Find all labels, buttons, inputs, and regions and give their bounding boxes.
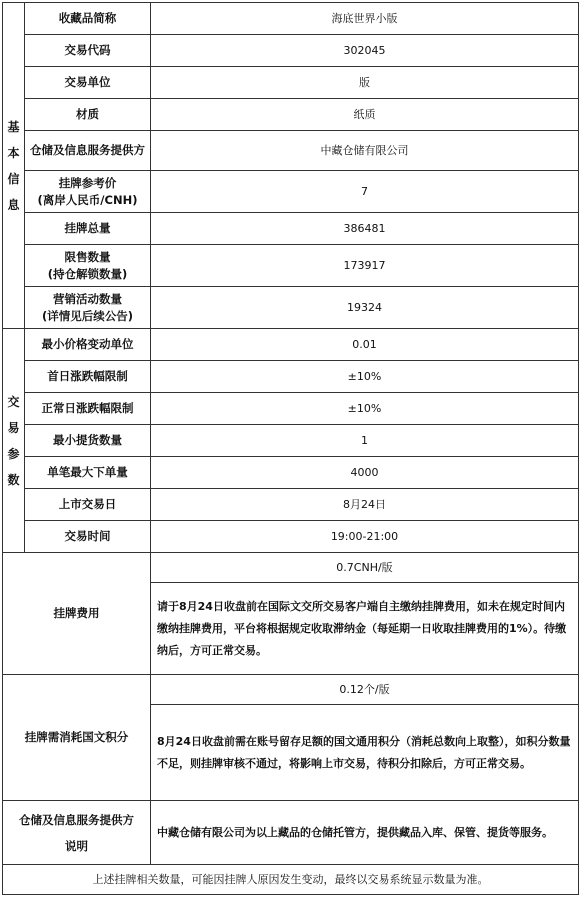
label-provider-desc (3, 801, 151, 865)
value-min-tick: 0.01 (151, 329, 579, 361)
value-short-name: 海底世界小版 (151, 3, 579, 35)
label-storage-provider: 仓储及信息服务提供方 (25, 131, 151, 171)
label-trading-hours: 交易时间 (25, 521, 151, 553)
label-listing-date: 上市交易日 (25, 489, 151, 521)
value-points: 0.12个/版 (151, 675, 579, 705)
label-min-tick: 最小价格变动单位 (25, 329, 151, 361)
section-trading-label: 交易参数 (7, 394, 20, 487)
value-trading-hours: 19:00-21:00 (151, 521, 579, 553)
value-max-order: 4000 (151, 457, 579, 489)
label-reference-price-main: 挂牌参考价 (58, 175, 117, 190)
note-listing-fee: 请于8月24日收盘前在国际文交所交易客户端自主缴纳挂牌费用，如未在规定时间内缴纳挂牌费用，平台将根据规定收取滞纳金（每延期一日收取挂牌费用的1%）。待缴纳后，方可正常交易。 (151, 583, 579, 675)
label-first-day-limit: 首日涨跌幅限制 (25, 361, 151, 393)
section-basic-info (3, 3, 25, 329)
value-provider-desc: 中藏仓储有限公司为以上藏品的仓储托管方，提供藏品入库、保管、提货等服务。 (151, 801, 579, 865)
label-provider-desc-sub: 说明 (65, 838, 88, 853)
value-reference-price: 7 (151, 171, 579, 213)
section-basic-label: 基本信息 (7, 119, 20, 212)
note-points: 8月24日收盘前需在账号留存足额的国文通用积分（消耗总数向上取整），如积分数量不足，则挂牌审核不通过，将影响上市交易，待积分扣除后，方可正常交易。 (151, 705, 579, 801)
label-normal-day-limit: 正常日涨跌幅限制 (25, 393, 151, 425)
label-reference-price-sub: (离岸人民币/CNH) (37, 192, 138, 207)
label-total-listing: 挂牌总量 (25, 213, 151, 245)
value-first-day-limit: ±10% (151, 361, 579, 393)
label-reference-price (25, 171, 151, 213)
value-trade-code: 302045 (151, 35, 579, 67)
listing-info-table (2, 2, 579, 895)
label-trade-unit: 交易单位 (25, 67, 151, 99)
value-storage-provider: 中藏仓储有限公司 (151, 131, 579, 171)
value-normal-day-limit: ±10% (151, 393, 579, 425)
label-restricted-qty-main: 限售数量 (64, 249, 111, 264)
label-marketing-qty-sub: (详情见后续公告) (41, 308, 133, 323)
label-points: 挂牌需消耗国文积分 (3, 675, 151, 801)
value-material: 纸质 (151, 99, 579, 131)
label-provider-desc-main: 仓储及信息服务提供方 (19, 812, 134, 827)
footer-note: 上述挂牌相关数量，可能因挂牌人原因发生变动，最终以交易系统显示数量为准。 (3, 865, 579, 895)
value-total-listing: 386481 (151, 213, 579, 245)
value-min-pickup: 1 (151, 425, 579, 457)
label-restricted-qty (25, 245, 151, 287)
label-restricted-qty-sub: (持仓解锁数量) (47, 266, 128, 281)
label-trade-code: 交易代码 (25, 35, 151, 67)
label-marketing-qty (25, 287, 151, 329)
label-listing-fee: 挂牌费用 (3, 553, 151, 675)
label-short-name: 收藏品简称 (25, 3, 151, 35)
label-material: 材质 (25, 99, 151, 131)
value-listing-fee: 0.7CNH/版 (151, 553, 579, 583)
value-trade-unit: 版 (151, 67, 579, 99)
value-restricted-qty: 173917 (151, 245, 579, 287)
value-marketing-qty: 19324 (151, 287, 579, 329)
label-min-pickup: 最小提货数量 (25, 425, 151, 457)
label-max-order: 单笔最大下单量 (25, 457, 151, 489)
section-trading-params (3, 329, 25, 553)
value-listing-date: 8月24日 (151, 489, 579, 521)
label-marketing-qty-main: 营销活动数量 (53, 291, 122, 306)
